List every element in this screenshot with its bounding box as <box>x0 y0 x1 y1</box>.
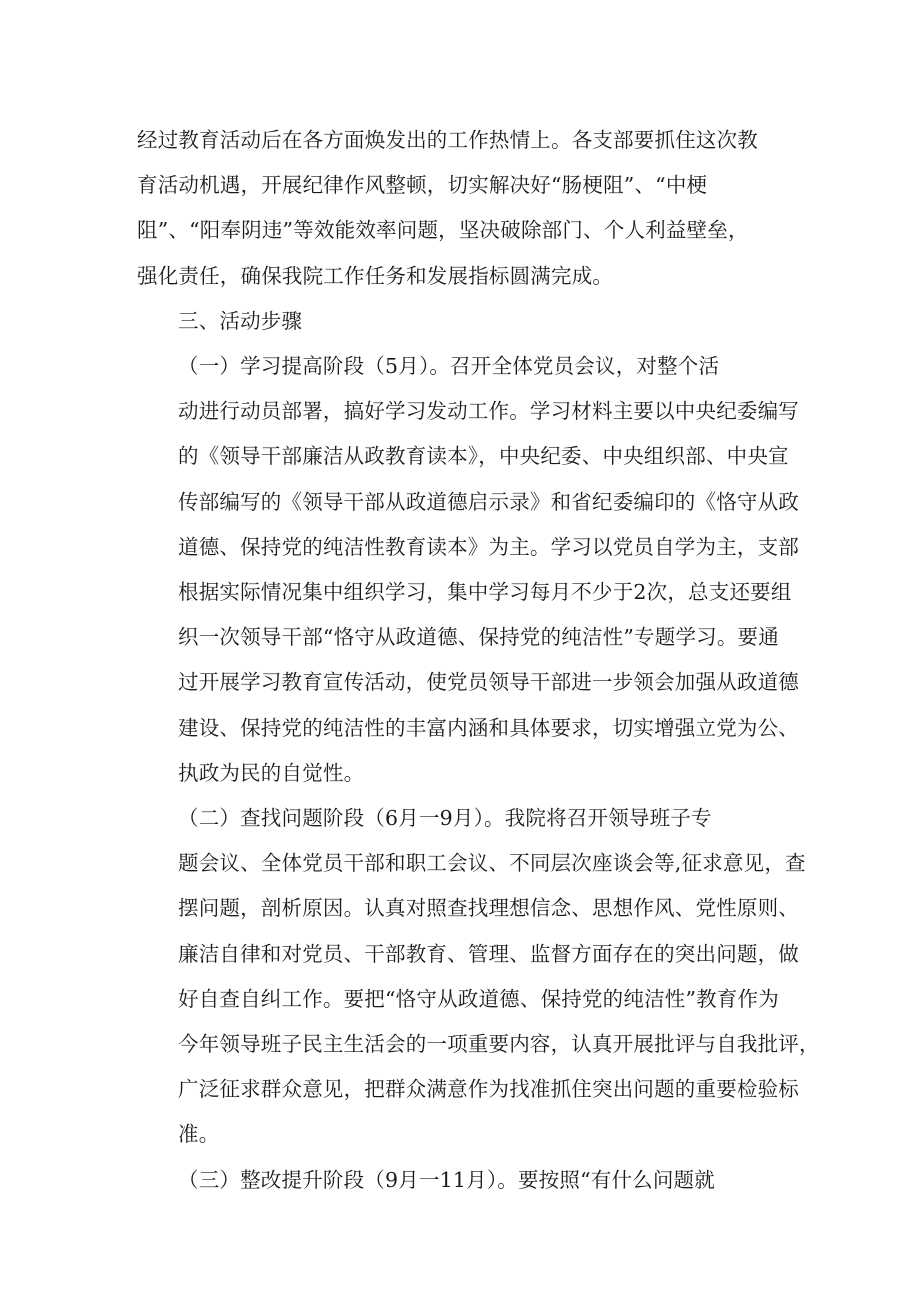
paragraph <box>137 796 820 1158</box>
text-line: （二）查找问题阶段（6月一9月）。我院将召开领导班子专 <box>178 806 712 831</box>
text-line: 经过教育活动后在各方面焕发出的工作热情上。各支部要抓住这次教 <box>137 128 758 152</box>
text-line: 过开展学习教育宣传活动，使党员领导干部进一步领会加强从政道德 <box>178 670 799 695</box>
text-line: 摆问题，剖析原因。认真对照查找理想信念、思想作风、党性原则、 <box>178 896 799 921</box>
text-line: 动进行动员部署，搞好学习发动工作。学习材料主要以中央纪委编写 <box>178 399 799 424</box>
text-line: 的《领导干部廉洁从政教育读本》，中央纪委、中央组织部、中央宣 <box>178 444 789 469</box>
text-line: 好自查自纠工作。要把“恪守从政道德、保持党的纯洁性”教育作为 <box>178 986 779 1011</box>
text-line: 道德、保持党的纯洁性教育读本》为主。学习以党员自学为主，支部 <box>178 534 799 559</box>
paragraph <box>137 299 799 344</box>
text-line: 廉洁自律和对党员、干部教育、管理、监督方面存在的突出问题，做 <box>178 941 799 966</box>
paragraph <box>137 118 799 299</box>
paragraph <box>137 1158 799 1203</box>
text-line: （三）整改提升阶段（9月一11月）。要按照“有什么问题就 <box>178 1167 715 1192</box>
text-line: 广泛征求群众意见，把群众满意作为找准抓住突出问题的重要检验标 <box>178 1077 799 1102</box>
text-line: 准。 <box>178 1122 220 1147</box>
text-line: 根据实际情况集中组织学习，集中学习每月不少于2次，总支还要组 <box>178 580 792 605</box>
text-line: 建设、保持党的纯洁性的丰富内涵和具体要求，切实增强立党为公、 <box>178 715 799 740</box>
text-line: 育活动机遇，开展纪律作风整顿，切实解决好“肠梗阻”、“中梗 <box>137 173 708 198</box>
text-line: 传部编写的《领导干部从政道德启示录》和省纪委编印的《恪守从政 <box>178 489 799 514</box>
text-line: 今年领导班子民主生活会的一项重要内容，认真开展批评与自我批评， <box>178 1032 820 1057</box>
text-line: 三、活动步骤 <box>178 308 303 333</box>
document-body <box>137 118 820 1203</box>
text-line: 织一次领导干部“恪守从政道德、保持党的纯洁性”专题学习。要通 <box>178 625 779 650</box>
text-line: （一）学习提高阶段（5月）。召开全体党员会议，对整个活 <box>178 354 720 379</box>
text-line: 阻”、“阳奉阴违”等效能效率问题，坚决破除部门、个人利益壁垒， <box>137 218 749 243</box>
text-line: 强化责任，确保我院工作任务和发展指标圆满完成。 <box>137 263 614 288</box>
text-line: 执政为民的自觉性。 <box>178 760 365 785</box>
paragraph <box>137 344 799 796</box>
text-line: 题会议、全体党员干部和职工会议、不同层次座谈会等,征求意见，查 <box>178 851 806 876</box>
